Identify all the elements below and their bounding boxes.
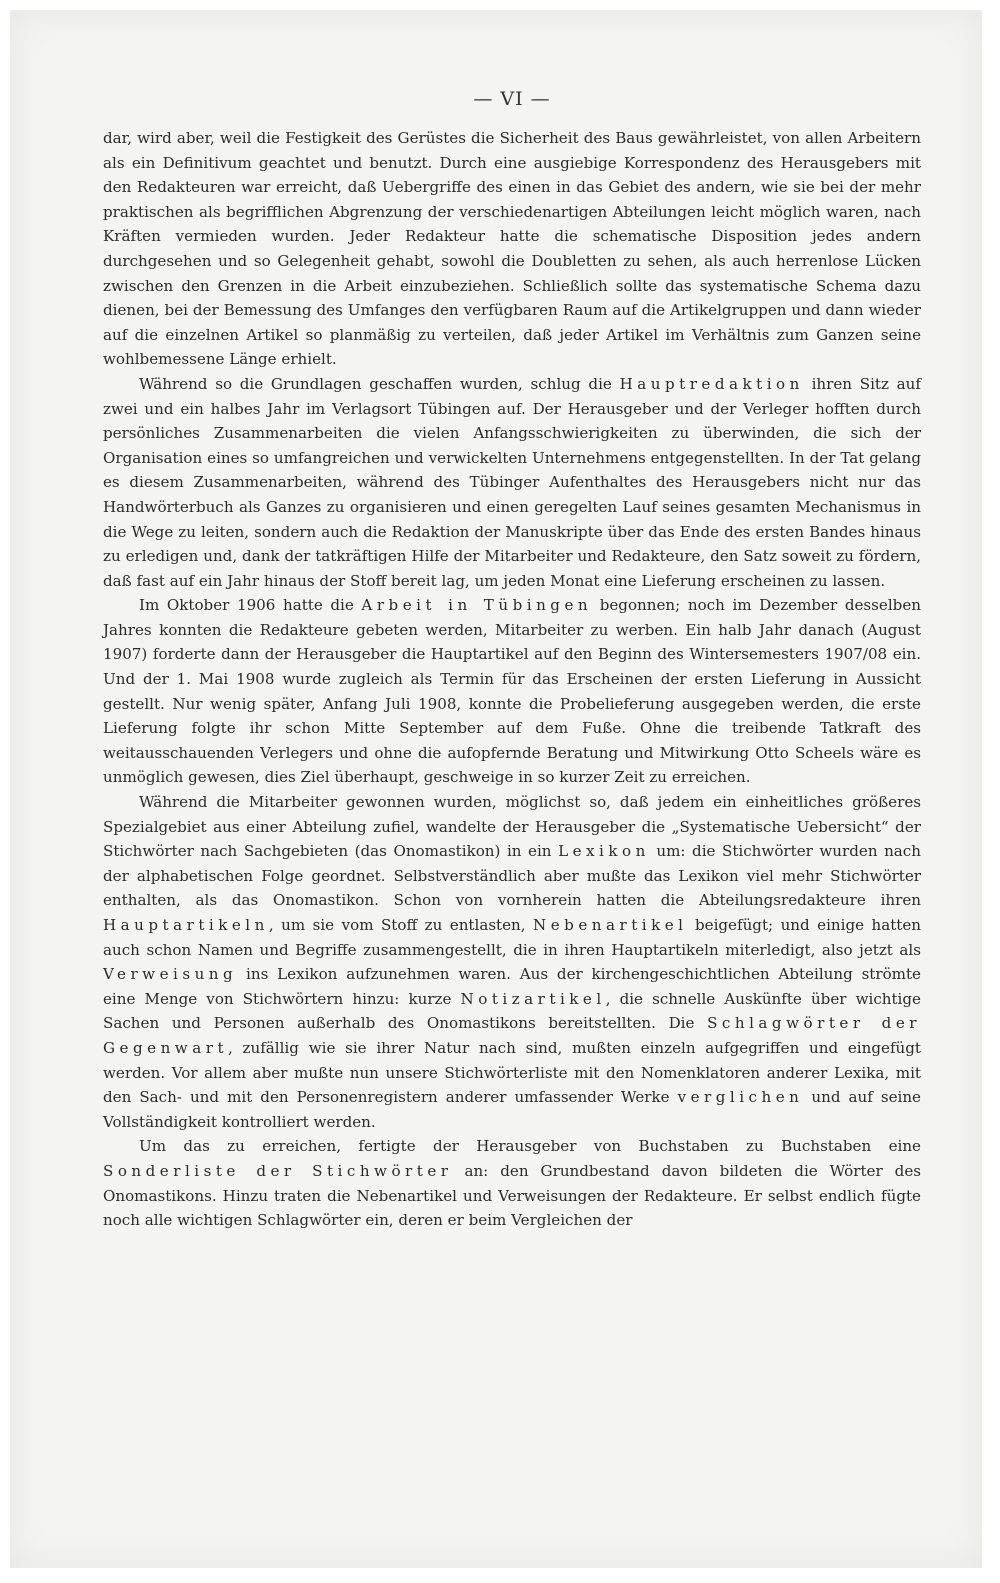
paragraph <box>103 790 921 1134</box>
text-run: , zufällig wie sie ihrer Natur nach sind, mußten einzeln aufgegriffen und eingefügt werden. Vor allem aber mußte nun unsere Stichwörterliste mit den Nomenklatoren anderer Lexika, mit den Sach- und mit den Personenregistern anderer umfassender Werke <box>103 1038 921 1107</box>
text-run: begonnen; noch im Dezember desselben Jahres konnten die Redakteure gebeten werden, Mitarbeiter zu werben. Ein halb Jahr danach (August 1907) forderte dann der Herausgeber die Hauptartikel auf den Beginn des Wintersemesters 1907/08 ein. Und der 1. Mai 1908 wurde zugleich als Termin für das Erscheinen der ersten Lieferung in Aussicht gestellt. Nur wenig später, Anfang Juli 1908, konnte die Probelieferung ausgegeben werden, die erste Lieferung folgte ihr schon Mitte September auf dem Fuße. Ohne die treibende Tatkraft des weitausschauenden Verlegers und ohne die aufopfernde Beratung und Mitwirkung Otto Scheels wäre es unmöglich gewesen, dies Ziel überhaupt, geschweige in so kurzer Zeit zu erreichen. <box>103 596 921 787</box>
text-run: beigefügt; und einige hatten auch schon Namen und Begriffe zusammengestellt, die in ihren Hauptartikeln miterledigt, also jetzt als <box>103 916 922 959</box>
text-run: Um das zu erreichen, fertigte der Herausgeber von Buchstaben zu Buchstaben eine <box>139 1137 921 1156</box>
text-run: , die schnelle Auskünfte über wichtige Sachen und Personen außerhalb des Onomastikons bereitstellten. Die <box>103 989 921 1033</box>
text-run: dar, wird aber, weil die Festigkeit des Gerüstes die Sicherheit des Baus gewährleistet, von allen Arbeitern als ein Definitivum geachtet und benutzt. Durch eine ausgiebige Korrespondenz des Herausgebers mit den Redakteuren war erreicht, daß Uebergriffe des einen in das Gebiet des andern, wie sie bei der mehr praktischen als begrifflichen Abgrenzung der verschiedenartigen Abteilungen leicht möglich waren, nach Kräften vermieden wurden. Jeder Redakteur hatte die schematische Disposition jedes andern durchgesehen und so Gelegenheit gehabt, sowohl die Doubletten zu sehen, als auch herrenlose Lücken zwischen den Grenzen in die Arbeit einzubeziehen. Schließlich sollte das systematische Schema dazu dienen, bei der Bemessung des Umfanges den verfügbaren Raum auf die Artikelgruppen und dann wieder auf die einzelnen Artikel so planmäßig zu verteilen, daß jeder Artikel im Verhältnis zum Ganzen seine wohlbemessene Länge erhielt. <box>103 129 921 369</box>
scanned-page <box>10 10 982 1568</box>
paragraph <box>103 126 921 372</box>
paragraph <box>103 372 921 593</box>
spaced-term: Nebenartikel <box>533 916 688 934</box>
spaced-term: Sonderliste der Stichwörter <box>103 1161 453 1180</box>
spaced-term: Notizartikel <box>460 989 606 1008</box>
spaced-term: verglichen <box>677 1088 804 1107</box>
text-run: Während die Mitarbeiter gewonnen wurden, möglichst so, daß jedem ein einheitliches größeres Spezialgebiet aus einer Abteilung zufiel, wandelte der Herausgeber die „Systematische Uebersicht“ der Stichwörter nach Sachgebieten (das Onomastikon) in ein <box>103 793 921 861</box>
spaced-term: Hauptartikeln <box>103 916 269 934</box>
spaced-term: Arbeit in Tübingen <box>361 596 593 615</box>
text-run: ins Lexikon aufzunehmen waren. Aus der kirchengeschichtlichen Abteilung strömte eine Menge von Stichwörtern hinzu: kurze <box>103 965 921 1008</box>
page-number: — VI — <box>473 88 551 110</box>
text-run: Während so die Grundlagen geschaffen wurden, schlug die <box>139 374 620 393</box>
spaced-term: Verweisung <box>103 965 238 984</box>
text-run: und auf seine Vollständigkeit kontrolliert werden. <box>103 1088 921 1131</box>
page-content <box>103 88 921 1233</box>
spaced-term: Lexikon <box>558 842 650 861</box>
spaced-term: Hauptredaktion <box>619 374 804 393</box>
text-run: an: den Grundbestand davon bildeten die Wörter des Onomastikons. Hinzu traten die Nebenartikel und Verweisungen der Redakteure. Er selbst endlich fügte noch alle wichtigen Schlagwörter ein, deren er beim Vergleichen der <box>103 1161 922 1230</box>
text-run: , um sie vom Stoff zu entlasten, <box>268 916 534 934</box>
text-run: um: die Stichwörter wurden nach der alphabetischen Folge geordnet. Selbstverständlich aber mußte das Lexikon viel mehr Stichwörter enthalten, als das Onomastikon. Schon von vornherein hatten die Abteilungsredakteure ihren <box>103 842 921 910</box>
paragraph <box>103 1134 921 1232</box>
body-text <box>103 126 921 1233</box>
text-run: Im Oktober 1906 hatte die <box>139 596 362 615</box>
paragraph <box>103 593 921 790</box>
text-run: ihren Sitz auf zwei und ein halbes Jahr im Verlagsort Tübingen auf. Der Herausgeber und der Verleger hofften durch persönliches Zusammenarbeiten die vielen Anfangsschwierigkeiten zu überwinden, die sich der Organisation eines so umfangreichen und verwickelten Unternehmens entgegenstellten. In der Tat gelang es diesem Zusammenarbeiten, während des Tübinger Aufenthaltes des Herausgebers nicht nur das Handwörterbuch als Ganzes zu organisieren und einen geregelten Lauf seines gesamten Mechanismus in die Wege zu leiten, sondern auch die Redaktion der Manuskripte über das Ende des ersten Bandes hinaus zu erledigen und, dank der tatkräftigen Hilfe der Mitarbeiter und Redakteure, den Satz soweit zu fördern, daß fast auf ein Jahr hinaus der Stoff bereit lag, um jeden Monat eine Lieferung erscheinen zu lassen. <box>103 374 921 590</box>
spaced-term: Schlagwörter der Gegenwart <box>103 1014 921 1057</box>
